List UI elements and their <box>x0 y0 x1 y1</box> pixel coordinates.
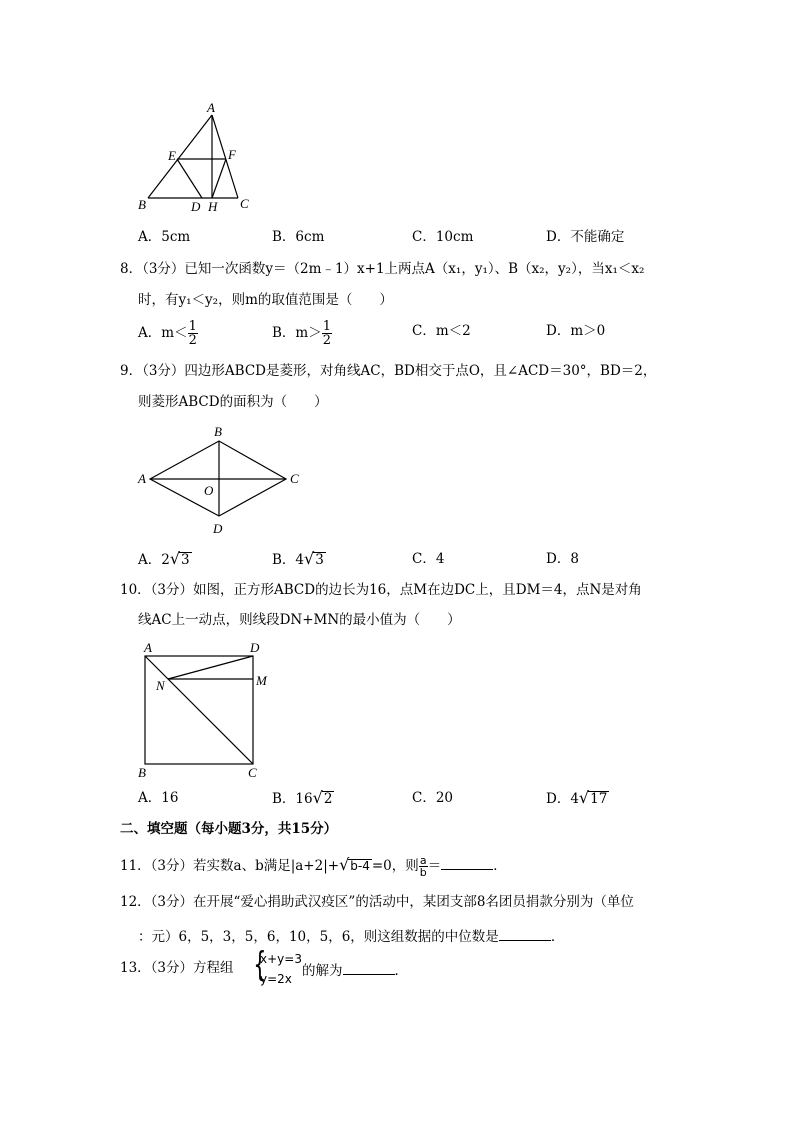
q9-option-a-radicand: 3 <box>181 552 190 568</box>
q10-label-d: D <box>250 640 260 655</box>
q7-label-f: F <box>228 147 236 162</box>
q7-triangle-figure <box>130 98 260 218</box>
q8-stem-line2: 时，有y₁＜y₂，则m的取值范围是（ ） <box>138 292 393 308</box>
q10-option-b-radicand: 2 <box>323 791 333 807</box>
section-2-title: 二、填空题（每小题3分，共15分） <box>120 821 338 837</box>
q7-label-d: D <box>191 199 201 214</box>
q7-label-c: C <box>240 196 249 211</box>
q9-option-b-radicand: 3 <box>315 552 324 568</box>
q8-option-b-prefix: B．m＞ <box>272 325 322 341</box>
q11-radicand: b-4 <box>350 859 370 873</box>
q10-option-c: C．20 <box>412 790 454 806</box>
q8-option-c: C．m＜2 <box>412 323 471 339</box>
q13-left-brace: { <box>253 945 267 985</box>
q8-option-a <box>138 320 198 347</box>
q13-equation-2: y=2x <box>260 972 292 986</box>
q8-option-b-fraction: $\frac{1}{2}$ <box>322 319 332 348</box>
q7-label-a: A <box>207 100 215 115</box>
q13-prefix: 13．（3分）方程组 <box>120 960 234 976</box>
q8-option-a-fraction: $\frac{1}{2}$ <box>188 319 197 348</box>
q11-stem: 11．（3分）若实数a、b满足|a+2|+√b-4 =0，则 $\frac{a}{b}$ ＝ ． <box>120 854 507 879</box>
q12-answer-blank[interactable] <box>499 928 551 941</box>
q13-suffix: 的解为 ． <box>302 963 408 979</box>
q13-answer-blank[interactable] <box>343 962 395 975</box>
q9-label-a: A <box>138 471 146 486</box>
q10-option-a: A．16 <box>138 790 179 806</box>
q10-stem-line1: 10．（3分）如图，正方形ABCD的边长为16，点M在边DC上，且DM＝4，点N是对角 <box>120 582 642 598</box>
q7-option-b: B．6cm <box>272 229 325 245</box>
q10-square-figure <box>130 640 280 780</box>
q10-label-b: B <box>138 765 146 780</box>
q8-option-b <box>272 320 332 347</box>
q12-stem-line1: 12．（3分）在开展“爱心捐助武汉疫区”的活动中，某团支部8名团员捐款分别为（单位 <box>120 894 634 910</box>
q10-label-n: N <box>156 678 165 693</box>
q13-equation-1: x+y=3 <box>260 952 302 966</box>
q10-option-d-radicand: 17 <box>590 791 608 807</box>
q9-stem-line1: 9．（3分）四边形ABCD是菱形，对角线AC，BD相交于点O，且∠ACD＝30°，BD＝2， <box>120 363 657 379</box>
q8-stem-line1: 8．（3分）已知一次函数y＝（2m﹣1）x+1上两点A（x₁，y₁）、B（x₂，y₂），当x₁＜x₂ <box>120 261 645 277</box>
q9-option-d: D．8 <box>546 551 579 567</box>
q10-label-a: A <box>144 640 152 655</box>
q9-option-c: C．4 <box>412 551 445 567</box>
q9-option-a: A．2√3 <box>138 549 190 568</box>
q11-suffix: ＝ <box>427 858 442 874</box>
q9-label-c: C <box>290 471 299 486</box>
q7-label-e: E <box>168 148 176 163</box>
q11-mid: =0，则 <box>371 858 419 874</box>
q12-stem-line2: ：元）6，5，3，5，6，10，5，6，则这组数据的中位数是 ． <box>138 929 565 945</box>
q11-prefix: 11．（3分）若实数a、b满足|a+2|+ <box>120 858 340 874</box>
q10-label-m: M <box>256 673 267 688</box>
q11-answer-blank[interactable] <box>441 857 493 870</box>
q9-label-o: O <box>204 483 214 498</box>
q10-label-c: C <box>248 765 257 780</box>
q9-rhombus-figure <box>130 420 310 542</box>
q10-option-b: B．16√2 <box>272 788 333 807</box>
q10-stem-line2: 线AC上一动点，则线段DN+MN的最小值为（ ） <box>138 612 461 628</box>
q8-option-d: D．m＞0 <box>546 323 606 339</box>
q7-option-d: D．不能确定 <box>546 229 625 245</box>
q11-end: ． <box>493 858 507 874</box>
q9-stem-line2: 则菱形ABCD的面积为（ ） <box>138 394 328 410</box>
q7-label-b: B <box>138 197 146 212</box>
q11-fraction: $\frac{a}{b}$ <box>419 854 427 879</box>
q7-option-a: A．5cm <box>138 229 191 245</box>
q10-option-d: D．4√17 <box>546 788 608 807</box>
q7-option-c: C．10cm <box>412 229 474 245</box>
q7-label-h: H <box>208 199 218 214</box>
q8-option-a-prefix: A．m＜ <box>138 325 188 341</box>
q9-label-d: D <box>213 521 223 536</box>
q9-label-b: B <box>214 424 222 439</box>
q9-option-b: B．4√3 <box>272 549 324 568</box>
